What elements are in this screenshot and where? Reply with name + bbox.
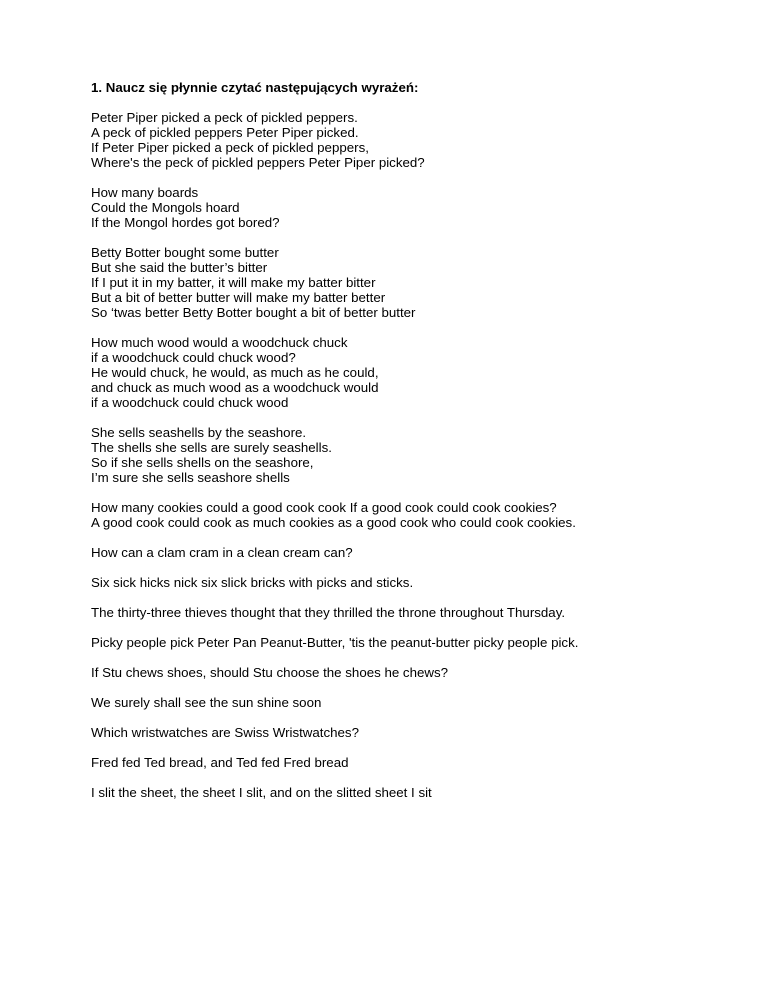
text-line: How much wood would a woodchuck chuck [91, 335, 348, 350]
text-line: So ‘twas better Betty Botter bought a bit of better butter [91, 305, 416, 320]
text-line: Where's the peck of pickled peppers Peter Piper picked? [91, 155, 425, 170]
text-line: The thirty-three thieves thought that they thrilled the throne throughout Thursday. [91, 605, 566, 620]
tongue-twister-stanza [91, 335, 731, 410]
text-line: Could the Mongols hoard [91, 200, 240, 215]
tongue-twister-stanza [91, 695, 731, 710]
text-line: Picky people pick Peter Pan Peanut-Butter, 'tis the peanut-butter picky people pick. [91, 635, 579, 650]
tongue-twister-stanza [91, 755, 731, 770]
text-line: and chuck as much wood as a woodchuck would [91, 380, 379, 395]
tongue-twister-stanza [91, 605, 731, 620]
text-line: How can a clam cram in a clean cream can? [91, 545, 353, 560]
text-line: if a woodchuck could chuck wood [91, 395, 289, 410]
text-line: Fred fed Ted bread, and Ted fed Fred bread [91, 755, 349, 770]
tongue-twister-stanza [91, 425, 731, 485]
text-line: If I put it in my batter, it will make my batter bitter [91, 275, 376, 290]
text-line: if a woodchuck could chuck wood? [91, 350, 296, 365]
text-line: We surely shall see the sun shine soon [91, 695, 322, 710]
tongue-twister-stanza [91, 725, 731, 740]
text-line: Betty Botter bought some butter [91, 245, 279, 260]
text-line: He would chuck, he would, as much as he could, [91, 365, 379, 380]
text-line: But a bit of better butter will make my batter better [91, 290, 386, 305]
text-line: Peter Piper picked a peck of pickled peppers. [91, 110, 358, 125]
text-line: How many cookies could a good cook cook If a good cook could cook cookies? [91, 500, 557, 515]
tongue-twister-stanza [91, 245, 731, 320]
document-body [91, 80, 731, 815]
tongue-twister-stanza [91, 785, 731, 800]
text-line: If Stu chews shoes, should Stu choose the shoes he chews? [91, 665, 449, 680]
tongue-twister-stanza [91, 110, 731, 170]
tongue-twister-stanza [91, 185, 731, 230]
text-line: Six sick hicks nick six slick bricks with picks and sticks. [91, 575, 414, 590]
text-line: She sells seashells by the seashore. [91, 425, 307, 440]
tongue-twister-stanza [91, 545, 731, 560]
text-line: If the Mongol hordes got bored? [91, 215, 280, 230]
text-line: How many boards [91, 185, 199, 200]
text-line: Which wristwatches are Swiss Wristwatches? [91, 725, 359, 740]
tongue-twister-list [91, 110, 731, 800]
text-line: A peck of pickled peppers Peter Piper picked. [91, 125, 359, 140]
text-line: If Peter Piper picked a peck of pickled peppers, [91, 140, 369, 155]
text-line: I slit the sheet, the sheet I slit, and on the slitted sheet I sit [91, 785, 432, 800]
text-line: So if she sells shells on the seashore, [91, 455, 314, 470]
tongue-twister-stanza [91, 575, 731, 590]
tongue-twister-stanza [91, 665, 731, 680]
tongue-twister-stanza [91, 500, 731, 530]
text-line: A good cook could cook as much cookies as a good cook who could cook cookies. [91, 515, 576, 530]
exercise-heading: 1. Naucz się płynnie czytać następujących wyrażeń: [91, 80, 419, 95]
text-line: But she said the butter’s bitter [91, 260, 268, 275]
tongue-twister-stanza [91, 635, 731, 650]
text-line: The shells she sells are surely seashells. [91, 440, 332, 455]
text-line: I’m sure she sells seashore shells [91, 470, 290, 485]
